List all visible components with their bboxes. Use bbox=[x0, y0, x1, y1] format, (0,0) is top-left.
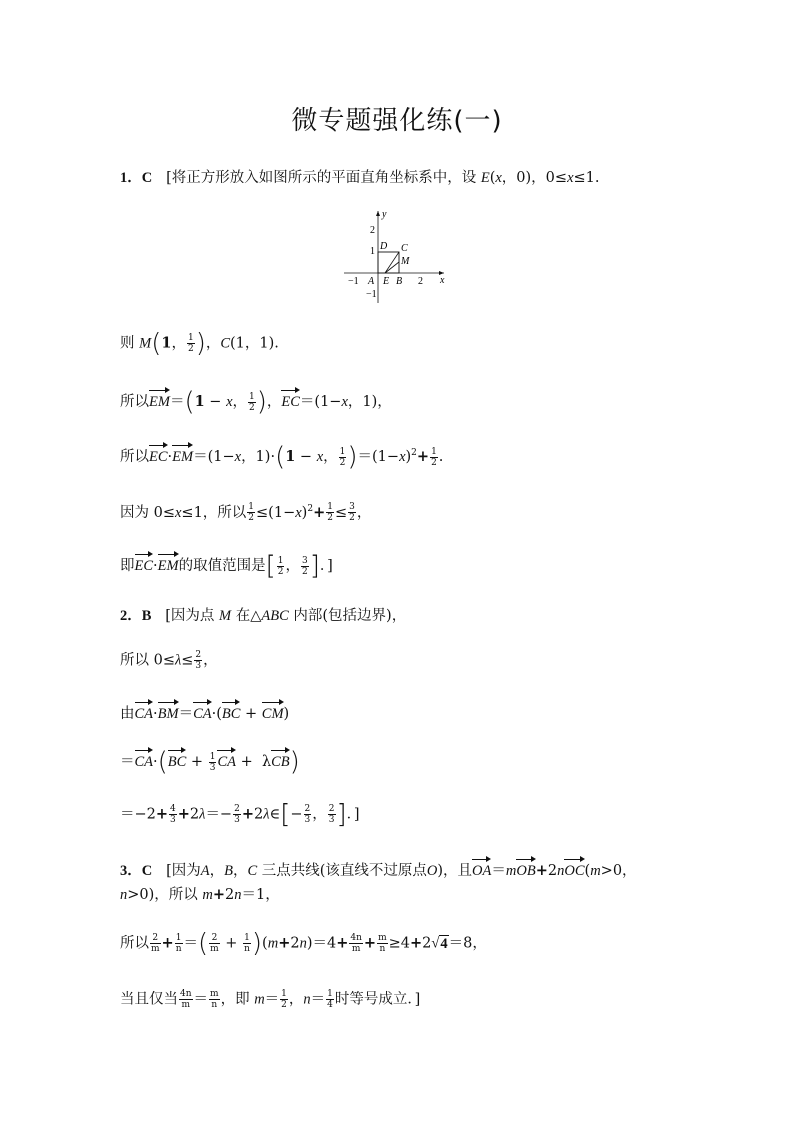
label-c: C bbox=[401, 243, 408, 254]
item-1-line-6: 即EC·EM的取值范围是[ $\frac{1}{2}$ ， $\frac{3}{2}$ ]．] bbox=[120, 551, 333, 581]
item-2-line-2: 所以 0≤λ≤ $\frac{2}{3}$ ， bbox=[120, 650, 218, 671]
item-1-line-1: 1．C [将正方形放入如图所示的平面直角坐标系中，设 E(x，0)，0≤x≤1. bbox=[120, 170, 600, 186]
label-d: D bbox=[380, 241, 388, 252]
item-3-line-4: 当且仅当 $\frac{4n}{m}$ ＝ $\frac{m}{n}$ ，即 m＝ $\frac{1}{2}$ ，n＝ $\frac{1}{4}$ 时等号成立．] bbox=[120, 989, 421, 1010]
label-e: E bbox=[383, 276, 390, 287]
segment-ec bbox=[385, 252, 399, 273]
tick-x-neg1: −1 bbox=[348, 276, 359, 287]
label-b: B bbox=[396, 276, 403, 287]
item-1-number: 1．C bbox=[120, 170, 153, 186]
y-axis-label: y bbox=[382, 209, 387, 220]
item-2-line-3: 由CA·BM＝CA·(BC + CM) bbox=[120, 700, 289, 724]
y-axis-arrow bbox=[376, 211, 380, 216]
item-2-line-4: ＝CA·(BC + $\frac{1}{3}$ CA + λCB) bbox=[120, 747, 300, 777]
label-m: M bbox=[401, 256, 410, 267]
tick-y-1: 1 bbox=[370, 246, 375, 257]
label-a: A bbox=[368, 276, 375, 287]
item-1-line-4: 所以EC·EM＝(1−x，1)·(1 − x， $\frac{1}{2}$ )$=(1-x)^2+$ $\frac{1}{2}$ . bbox=[120, 442, 444, 472]
x-axis-label: x bbox=[440, 275, 445, 286]
item-1-line-5: 因为 0≤x≤1，所以 $\frac{1}{2}$ $\le(1-x)^2+$ $\frac{1}{2}$ ≤ $\frac{3}{2}$ ， bbox=[120, 502, 372, 524]
item-2-line-1: 2．B [因为点 M 在△ABC 内部(包括边界)， bbox=[120, 608, 407, 624]
tick-x-2: 2 bbox=[418, 276, 423, 287]
item-1-line-2: 则 M(1， $\frac{1}{2}$ )，C(1，1). bbox=[120, 328, 279, 359]
tick-y-neg1: −1 bbox=[366, 289, 377, 300]
item-2-number: 2．B bbox=[120, 608, 152, 624]
page-title: 微专题强化练(一) bbox=[291, 106, 503, 136]
segment-em bbox=[385, 262, 399, 273]
coordinate-figure bbox=[340, 207, 450, 305]
item-3-line-3: 所以 $\frac{2}{m}$ + $\frac{1}{n}$ ＝( $\frac{2}{m}$ + $\frac{1}{n}$ )(m+2n)＝4+ $\frac{4n}{m}$ + $\frac{m}{n}$ ≥4+2√4＝8， bbox=[120, 928, 487, 959]
item-2-line-5: ＝−2+ $\frac{4}{3}$ +2λ＝− $\frac{2}{3}$ +2λ∈[− $\frac{2}{3}$ ， $\frac{2}{3}$ ]．] bbox=[120, 799, 360, 830]
item-1-lead: [将正方形放入如图所示的平面直角坐标系中，设 bbox=[166, 170, 477, 186]
item-1-line-3: 所以EM＝(1 − x， $\frac{1}{2}$ )，EC＝(1−x，1)， bbox=[120, 387, 392, 417]
item-3-number: 3．C bbox=[120, 863, 153, 879]
item-3-line-2: n>0)，所以 m+2n＝1， bbox=[120, 886, 280, 903]
item-3-line-1: 3．C [因为A，B，C 三点共线(该直线不过原点O)，且OA＝mOB+2nOC(m>0， bbox=[120, 857, 637, 881]
tick-y-2: 2 bbox=[370, 225, 375, 236]
